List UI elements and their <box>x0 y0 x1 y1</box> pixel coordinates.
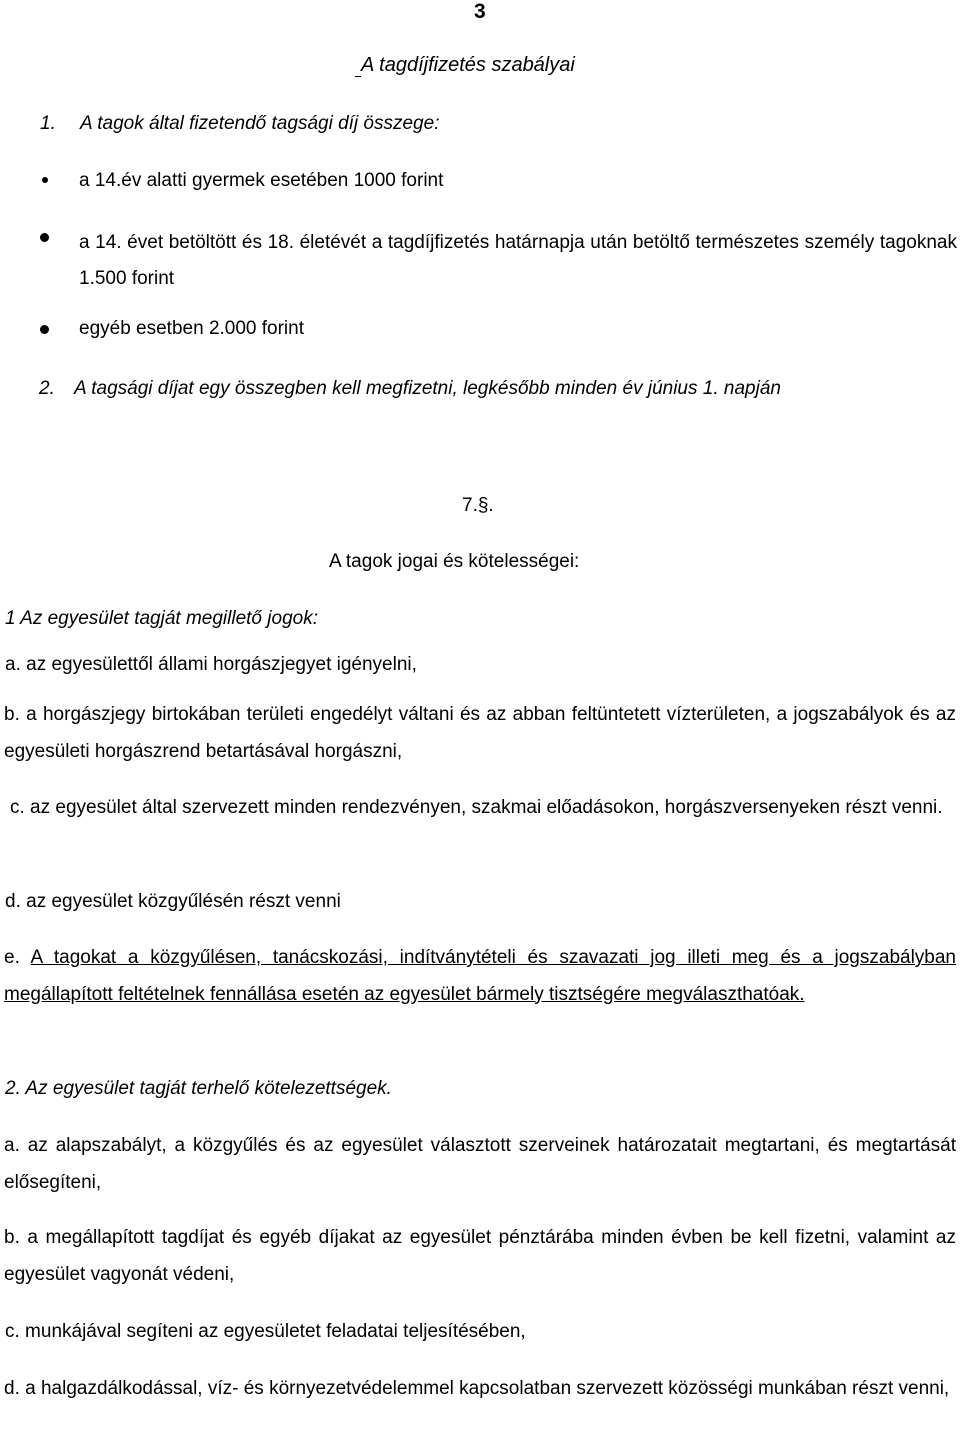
duty-a: a. az alapszabályt, a közgyűlés és az egyesület választott szerveinek határozatait megtartani, és megtartását elősegíteni, <box>4 1135 956 1193</box>
page-number: 3 <box>474 0 486 23</box>
fee-bullet-2: a 14. évet betöltött és 18. életévét a tagdíjfizetés határnapja után betöltő természetes személy tagoknak 1.500 forint <box>79 232 957 289</box>
rights-heading: 1 Az egyesület tagját megillető jogok: <box>5 608 318 629</box>
bullet-icon <box>40 325 49 334</box>
fee-item2-text: A tagsági díjat egy összegben kell megfizetni, legkésőbb minden év június 1. napján <box>74 378 781 399</box>
duty-b: b. a megállapított tagdíjat és egyéb díjakat az egyesület pénztárába minden évben be kell fizetni, valamint az egyesület vagyonát védeni, <box>4 1227 956 1285</box>
duty-c: c. munkájával segíteni az egyesületet feladatai teljesítésében, <box>5 1321 526 1342</box>
right-a: a. az egyesülettől állami horgászjegyet igényelni, <box>5 654 417 675</box>
fee-item2-number: 2. <box>39 378 55 399</box>
duty-d: d. a halgazdálkodással, víz- és környezetvédelemmel kapcsolatban szervezett közösségi munkában részt venni, <box>4 1378 950 1399</box>
right-b: b. a horgászjegy birtokában területi engedélyt váltani és az abban feltüntetett vízterületen, a jogszabályok és az egyesületi horgászrend betartásával horgászni, <box>4 704 956 762</box>
section-number: 7.§. <box>462 495 494 516</box>
fee-section-title: A tagdíjfizetés szabályai <box>361 54 575 76</box>
fee-section-title-underline <box>355 76 361 77</box>
fee-bullet-1: a 14.év alatti gyermek esetében 1000 forint <box>79 170 444 191</box>
right-d: d. az egyesület közgyűlésén részt venni <box>5 891 341 912</box>
right-c: c. az egyesület által szervezett minden rendezvényen, szakmai előadásokon, horgászversenyeken részt venni. <box>10 797 943 818</box>
right-e-prefix: e. <box>4 947 20 968</box>
section-title: A tagok jogai és kötelességei: <box>329 551 580 572</box>
fee-item1-text: A tagok által fizetendő tagsági díj összege: <box>80 113 440 134</box>
fee-item1-number: 1. <box>40 113 56 134</box>
bullet-icon <box>40 233 49 242</box>
right-e-text: A tagokat a közgyűlésen, tanácskozási, indítványtételi és szavazati jog illeti meg és a jogszabályban megállapított feltételnek fennállása esetén az egyesület bármely tisztségére megválaszthatóak. <box>4 947 956 1005</box>
fee-bullet-3: egyéb esetben 2.000 forint <box>79 318 305 339</box>
right-e <box>4 940 956 1013</box>
bullet-icon <box>42 177 48 183</box>
duties-heading: 2. Az egyesület tagját terhelő kötelezettségek. <box>5 1078 392 1099</box>
